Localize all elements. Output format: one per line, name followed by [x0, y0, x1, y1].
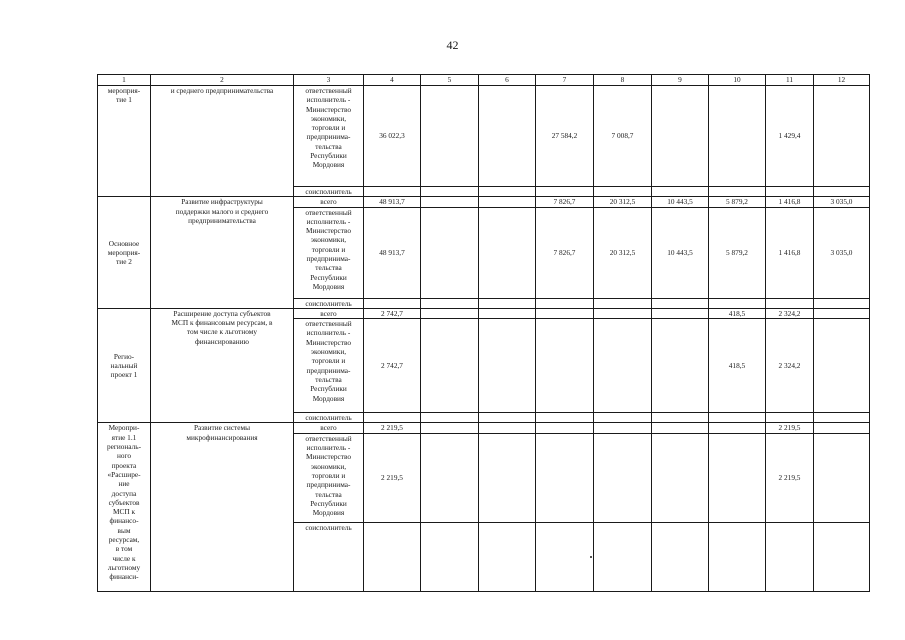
value-cell: [421, 197, 479, 207]
column-header: 9: [652, 75, 709, 86]
section-name-cell: Регио- нальный проект 1: [98, 308, 151, 423]
row-label-cell: соисполнитель: [294, 298, 364, 308]
value-cell: [766, 298, 814, 308]
value-cell: [421, 413, 479, 423]
section-name-cell: Основное мероприя- тие 2: [98, 197, 151, 309]
value-cell: [709, 298, 766, 308]
value-cell: [709, 86, 766, 187]
row-label-cell: ответственный исполнитель - Министерство экономики, торговли и предпринима- тельства Республики Мордовия: [294, 207, 364, 298]
value-cell: 10 443,5: [652, 207, 709, 298]
value-cell: [421, 522, 479, 591]
section-name-cell: мероприя- тие 1: [98, 86, 151, 197]
value-cell: [709, 413, 766, 423]
section-description-cell: Развитие инфраструктуры поддержки малого и среднего предпринимательства: [151, 197, 294, 309]
value-cell: [652, 298, 709, 308]
value-cell: [594, 319, 652, 413]
value-cell: [479, 433, 536, 522]
column-header: 8: [594, 75, 652, 86]
value-cell: 2 219,5: [364, 433, 421, 522]
column-header: 7: [536, 75, 594, 86]
row-label-cell: ответственный исполнитель - Министерство экономики, торговли и предпринима- тельства Республики Мордовия: [294, 433, 364, 522]
value-cell: [479, 207, 536, 298]
budget-table: [97, 74, 870, 592]
column-header: 6: [479, 75, 536, 86]
value-cell: [709, 187, 766, 197]
scan-speck: [590, 556, 592, 558]
value-cell: [536, 413, 594, 423]
value-cell: [479, 298, 536, 308]
value-cell: [421, 423, 479, 433]
value-cell: [364, 413, 421, 423]
section-name-cell: Меропри- ятие 1.1 региональ- ного проекта «Расшире- ние доступа субъектов МСП к финансо- вым ресурсам, в том числе к льготному финанси-: [98, 423, 151, 591]
value-cell: 1 416,8: [766, 207, 814, 298]
value-cell: [479, 413, 536, 423]
value-cell: [536, 298, 594, 308]
value-cell: 48 913,7: [364, 207, 421, 298]
value-cell: 2 742,7: [364, 319, 421, 413]
value-cell: 20 312,5: [594, 207, 652, 298]
section-description-cell: Развитие системы микрофинансирования: [151, 423, 294, 591]
value-cell: [479, 308, 536, 318]
column-header: 4: [364, 75, 421, 86]
value-cell: 2 219,5: [364, 423, 421, 433]
value-cell: [814, 298, 870, 308]
value-cell: [421, 433, 479, 522]
value-cell: [652, 308, 709, 318]
value-cell: [814, 319, 870, 413]
value-cell: [536, 433, 594, 522]
value-cell: [594, 413, 652, 423]
value-cell: 2 219,5: [766, 423, 814, 433]
value-cell: 3 035,0: [814, 207, 870, 298]
value-cell: [814, 86, 870, 187]
value-cell: [709, 423, 766, 433]
value-cell: [709, 522, 766, 591]
value-cell: 20 312,5: [594, 197, 652, 207]
column-header: 11: [766, 75, 814, 86]
column-header: 3: [294, 75, 364, 86]
value-cell: 1 416,8: [766, 197, 814, 207]
column-header: 2: [151, 75, 294, 86]
column-header: 12: [814, 75, 870, 86]
value-cell: [479, 86, 536, 187]
value-cell: [479, 522, 536, 591]
value-cell: [814, 423, 870, 433]
value-cell: 2 742,7: [364, 308, 421, 318]
value-cell: 7 826,7: [536, 197, 594, 207]
value-cell: [652, 522, 709, 591]
value-cell: [479, 187, 536, 197]
row-label-cell: ответственный исполнитель - Министерство экономики, торговли и предпринима- тельства Республики Мордовия: [294, 319, 364, 413]
value-cell: [652, 319, 709, 413]
value-cell: 1 429,4: [766, 86, 814, 187]
value-cell: [652, 433, 709, 522]
value-cell: [536, 423, 594, 433]
row-label-cell: соисполнитель: [294, 413, 364, 423]
total-row: [98, 423, 870, 433]
value-cell: [766, 522, 814, 591]
value-cell: [652, 187, 709, 197]
value-cell: 2 219,5: [766, 433, 814, 522]
value-cell: 27 584,2: [536, 86, 594, 187]
value-cell: [421, 207, 479, 298]
value-cell: 418,5: [709, 319, 766, 413]
value-cell: [421, 187, 479, 197]
value-cell: 7 826,7: [536, 207, 594, 298]
value-cell: [814, 413, 870, 423]
value-cell: [652, 86, 709, 187]
row-label-cell: всего: [294, 308, 364, 318]
value-cell: [766, 187, 814, 197]
value-cell: 10 443,5: [652, 197, 709, 207]
total-row: [98, 308, 870, 318]
value-cell: [594, 423, 652, 433]
total-row: [98, 197, 870, 207]
value-cell: 2 324,2: [766, 308, 814, 318]
value-cell: [766, 413, 814, 423]
value-cell: [594, 433, 652, 522]
value-cell: [536, 319, 594, 413]
row-label-cell: соисполнитель: [294, 522, 364, 591]
value-cell: [594, 187, 652, 197]
value-cell: [594, 298, 652, 308]
section-description-cell: и среднего предпринимательства: [151, 86, 294, 197]
value-cell: [364, 298, 421, 308]
value-cell: [709, 433, 766, 522]
value-cell: [479, 319, 536, 413]
value-cell: [421, 319, 479, 413]
value-cell: [814, 522, 870, 591]
header-row: [98, 75, 870, 86]
value-cell: [814, 187, 870, 197]
value-cell: [814, 308, 870, 318]
value-cell: 3 035,0: [814, 197, 870, 207]
row-label-cell: всего: [294, 197, 364, 207]
value-cell: [814, 433, 870, 522]
value-cell: [421, 86, 479, 187]
value-cell: [364, 187, 421, 197]
value-cell: 36 022,3: [364, 86, 421, 187]
value-cell: [594, 308, 652, 318]
value-cell: [421, 298, 479, 308]
value-cell: [479, 423, 536, 433]
value-cell: 5 879,2: [709, 197, 766, 207]
value-cell: [536, 187, 594, 197]
value-cell: [536, 522, 594, 591]
page-number: 42: [446, 38, 459, 52]
value-cell: [652, 423, 709, 433]
value-cell: [536, 308, 594, 318]
row-label-cell: всего: [294, 423, 364, 433]
column-header: 10: [709, 75, 766, 86]
row-label-cell: ответственный исполнитель - Министерство экономики, торговли и предпринима- тельства Республики Мордовия: [294, 86, 364, 187]
value-cell: [479, 197, 536, 207]
value-cell: [652, 413, 709, 423]
value-cell: 5 879,2: [709, 207, 766, 298]
value-cell: 48 913,7: [364, 197, 421, 207]
responsible-row: [98, 86, 870, 187]
value-cell: [421, 308, 479, 318]
row-label-cell: соисполнитель: [294, 187, 364, 197]
value-cell: 2 324,2: [766, 319, 814, 413]
value-cell: [594, 522, 652, 591]
value-cell: 7 008,7: [594, 86, 652, 187]
value-cell: [364, 522, 421, 591]
value-cell: 418,5: [709, 308, 766, 318]
column-header: 5: [421, 75, 479, 86]
section-description-cell: Расширение доступа субъектов МСП к финансовым ресурсам, в том числе к льготному финансированию: [151, 308, 294, 423]
column-header: 1: [98, 75, 151, 86]
